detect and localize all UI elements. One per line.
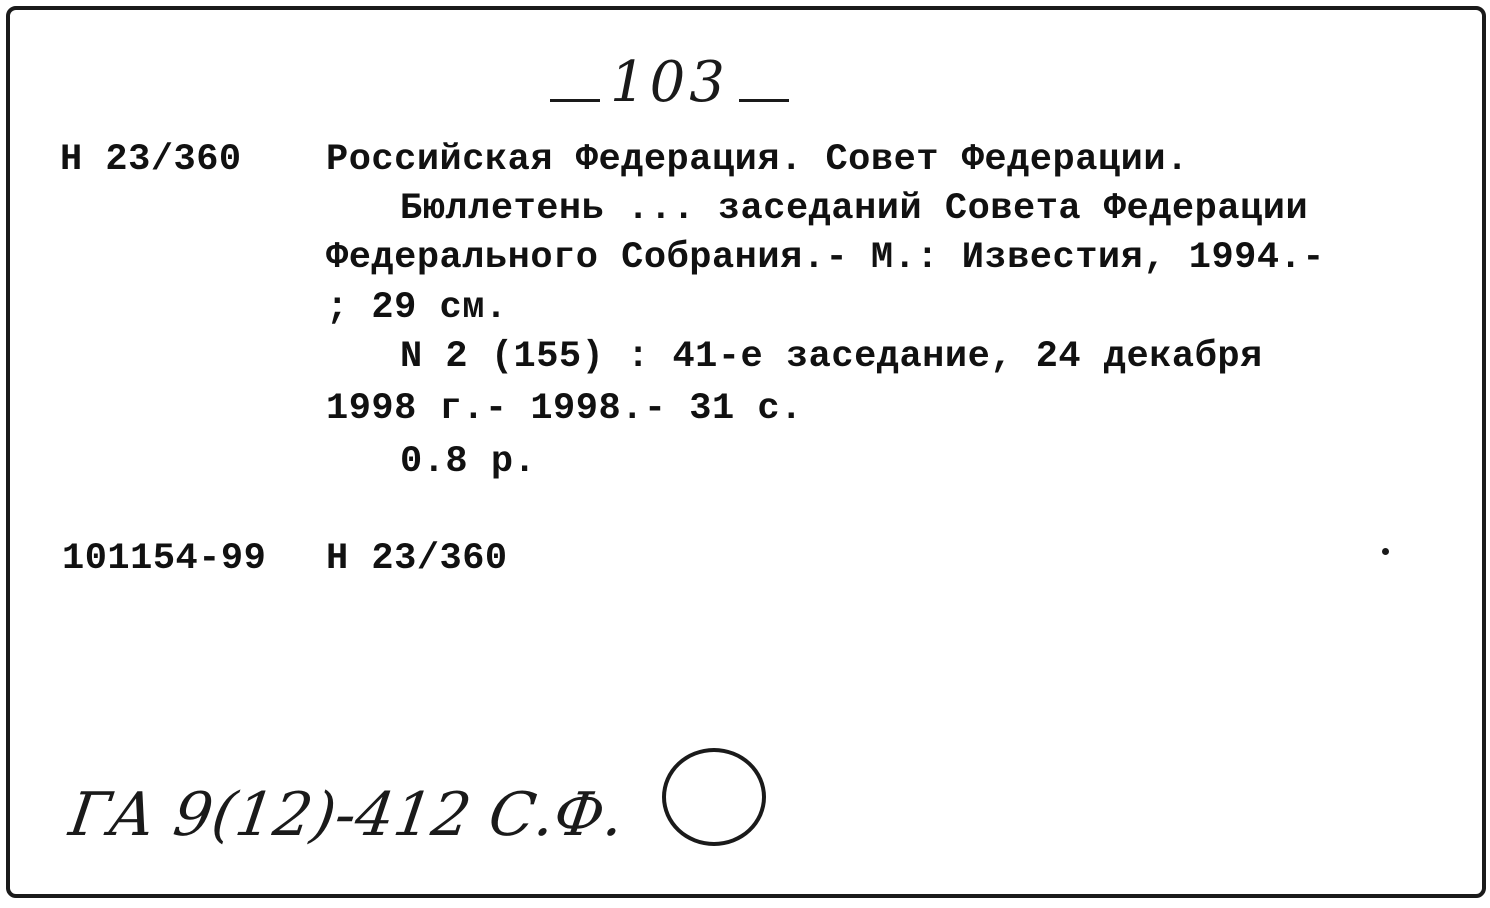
description-line-5: N 2 (155) : 41-е заседание, 24 декабря	[400, 336, 1263, 378]
description-line-4: ; 29 см.	[326, 287, 508, 329]
inventory-number: 101154-99	[62, 538, 267, 580]
description-line-1: Российская Федерация. Совет Федерации.	[326, 139, 1189, 181]
handwritten-sheet-number	[540, 50, 799, 115]
description-line-3: Федерального Собрания.- М.: Известия, 1994.-	[326, 237, 1325, 279]
sheet-number-text: 103	[610, 50, 729, 115]
handwritten-shelf-code: ГА 9(12)-412 С.Ф.	[65, 780, 629, 850]
price-line: 0.8 р.	[400, 441, 537, 483]
underline-dash-right	[739, 99, 789, 102]
underline-dash-left	[550, 99, 600, 102]
description-line-2: Бюллетень ... заседаний Совета Федерации	[400, 188, 1309, 230]
shelf-mark: Н 23/360	[60, 139, 242, 181]
inventory-shelf-mark: Н 23/360	[326, 538, 508, 580]
circle-mark	[662, 748, 766, 846]
catalog-card	[6, 6, 1486, 898]
description-line-6: 1998 г.- 1998.- 31 с.	[326, 388, 803, 430]
dot-mark	[1382, 548, 1389, 555]
